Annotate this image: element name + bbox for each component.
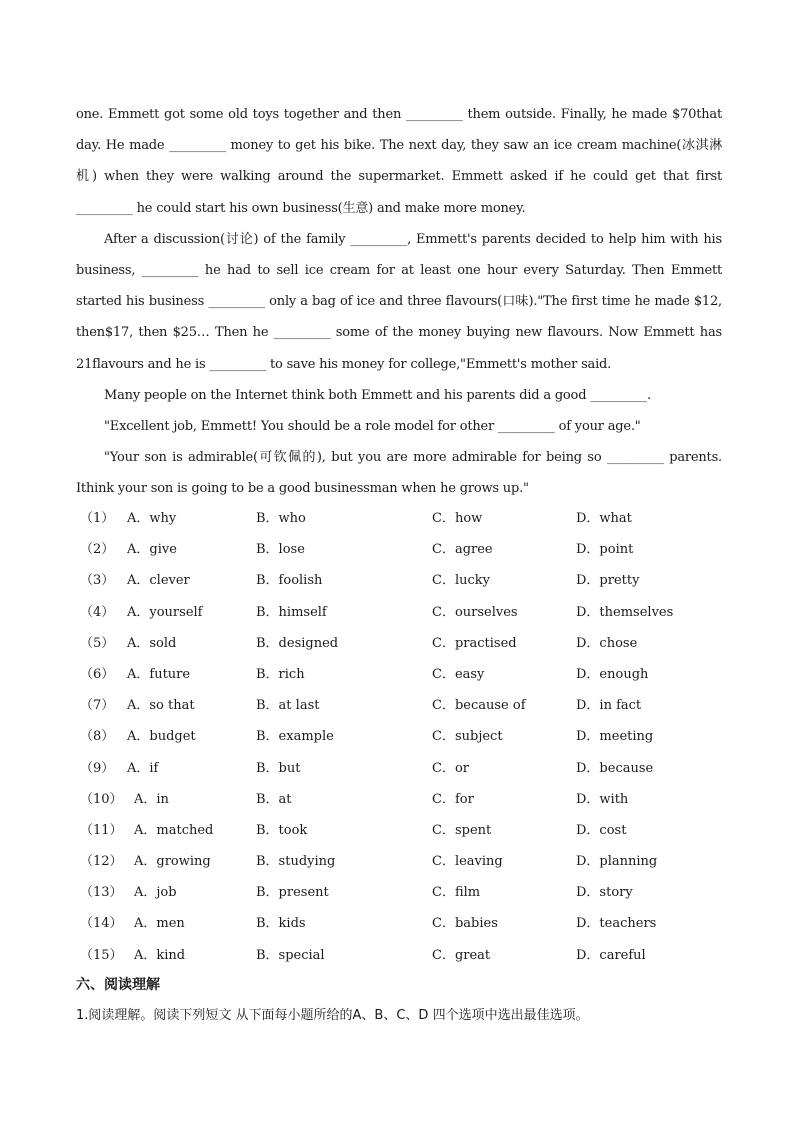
option-d: D．with (576, 791, 629, 807)
option-a: A．so that (127, 698, 195, 714)
option-b: B．at last (256, 698, 320, 714)
question-row (76, 753, 722, 784)
option-a: A．give (127, 542, 177, 558)
option-c: C．ourselves (432, 604, 518, 620)
option-d: D．careful (576, 947, 646, 963)
option-c: C．spent (432, 822, 492, 838)
option-d: D．meeting (576, 729, 654, 745)
question-row (76, 690, 722, 721)
option-d: D．story (576, 885, 633, 901)
question-row (76, 846, 722, 877)
option-c: C．leaving (432, 854, 503, 870)
question-row (76, 503, 722, 534)
option-c: C．lucky (432, 573, 490, 589)
option-b: B．rich (256, 666, 305, 682)
option-c: C．babies (432, 916, 498, 932)
option-a: A．future (127, 666, 191, 682)
option-a: A．why (127, 511, 177, 526)
option-a: A．if (127, 760, 159, 776)
option-c: C．or (432, 760, 469, 776)
question-row (76, 597, 722, 628)
option-b: B．at (256, 791, 292, 807)
option-a: A．matched (134, 822, 214, 838)
question-number: （4） (80, 604, 115, 620)
option-c: C．how (432, 511, 483, 526)
option-b: B．designed (256, 635, 339, 651)
question-number: （6） (80, 666, 115, 682)
question-row (76, 784, 722, 815)
option-b: B．special (256, 947, 325, 963)
passage-paragraph: "Your son is admirable(可钦佩的), but you are more admirable for being so _________ parents. Ithink your son is going to be a good businessman when he grows up." (76, 450, 722, 497)
option-b: B．who (256, 511, 306, 526)
question-number: （1） (80, 511, 115, 526)
option-b: B．took (256, 822, 308, 838)
question-number: （8） (80, 729, 115, 745)
option-d: D．enough (576, 666, 649, 682)
option-a: A．men (134, 916, 185, 932)
option-a: A．kind (134, 947, 186, 963)
option-a: A．growing (134, 854, 211, 870)
question-row (76, 940, 722, 971)
option-d: D．teachers (576, 916, 657, 932)
option-a: A．sold (127, 635, 177, 651)
question-number: （13） (80, 885, 123, 901)
question-number: （10） (80, 791, 123, 807)
question-row (76, 565, 722, 596)
section-instruction: 1.阅读理解。阅读下列短文 从下面每小题所给的A、B、C、D 四个选项中选出最佳选项。 (76, 1008, 589, 1023)
option-c: C．great (432, 947, 491, 963)
option-b: B．kids (256, 916, 306, 932)
question-number: （11） (80, 822, 123, 838)
option-d: D．point (576, 542, 634, 558)
question-row (76, 628, 722, 659)
option-b: B．foolish (256, 573, 323, 589)
option-a: A．budget (127, 729, 196, 745)
question-row (76, 877, 722, 908)
passage-paragraph: one. Emmett got some old toys together and then _________ them outside. Finally, he made $70that day. He made _________ money to get his bike. The next day, they saw an ice cream machine(冰淇淋机) when they were walking around the supermarket. Emmett asked if he could get that first _________ he could start his own business(生意) and make more money. (76, 107, 722, 216)
option-c: C．because of (432, 698, 526, 714)
option-c: C．film (432, 885, 481, 901)
question-row (76, 815, 722, 846)
option-c: C．easy (432, 666, 485, 682)
option-d: D．cost (576, 822, 627, 838)
option-b: B．himself (256, 604, 327, 620)
question-number: （2） (80, 542, 115, 558)
option-b: B．present (256, 885, 329, 901)
passage-paragraph: After a discussion(讨论) of the family _________, Emmett's parents decided to help him with his business, _________ he had to sell ice cream for at least one hour every Saturday. Then Emmett started his business _________ only a bag of ice and three flavours(口味)."The first time he made $12, then$17, then $25… Then he _________ some of the money buying new flavours. Now Emmett has 21flavours and he is _________ to save his money for college,"Emmett's mother said. (76, 231, 722, 372)
question-row (76, 721, 722, 752)
cloze-passage (76, 99, 722, 505)
question-row (76, 908, 722, 939)
option-b: B．example (256, 729, 334, 745)
answer-options-list (76, 503, 722, 971)
passage-paragraph: "Excellent job, Emmett! You should be a role model for other _________ of your age." (104, 419, 641, 435)
section-heading: 六、阅读理解 (76, 977, 160, 993)
option-b: B．lose (256, 542, 305, 558)
question-number: （5） (80, 635, 115, 651)
question-number: （12） (80, 854, 123, 870)
option-d: D．planning (576, 854, 658, 870)
question-row (76, 534, 722, 565)
question-row (76, 659, 722, 690)
option-d: D．in fact (576, 698, 642, 714)
option-a: A．clever (127, 573, 190, 589)
option-b: B．studying (256, 854, 336, 870)
option-d: D．what (576, 511, 632, 526)
option-c: C．practised (432, 635, 517, 651)
option-b: B．but (256, 760, 301, 776)
question-number: （14） (80, 916, 123, 932)
option-a: A．in (134, 791, 169, 807)
option-d: D．pretty (576, 573, 640, 589)
option-d: D．chose (576, 635, 638, 651)
option-c: C．agree (432, 542, 493, 558)
option-c: C．for (432, 791, 474, 807)
question-number: （3） (80, 573, 115, 589)
question-number: （15） (80, 947, 123, 963)
option-d: D．themselves (576, 604, 674, 620)
option-d: D．because (576, 760, 654, 776)
passage-paragraph: Many people on the Internet think both Emmett and his parents did a good _________. (104, 387, 651, 403)
option-c: C．subject (432, 729, 503, 745)
question-number: （9） (80, 760, 115, 776)
question-number: （7） (80, 698, 115, 714)
option-a: A．job (134, 885, 177, 901)
option-a: A．yourself (127, 604, 203, 620)
